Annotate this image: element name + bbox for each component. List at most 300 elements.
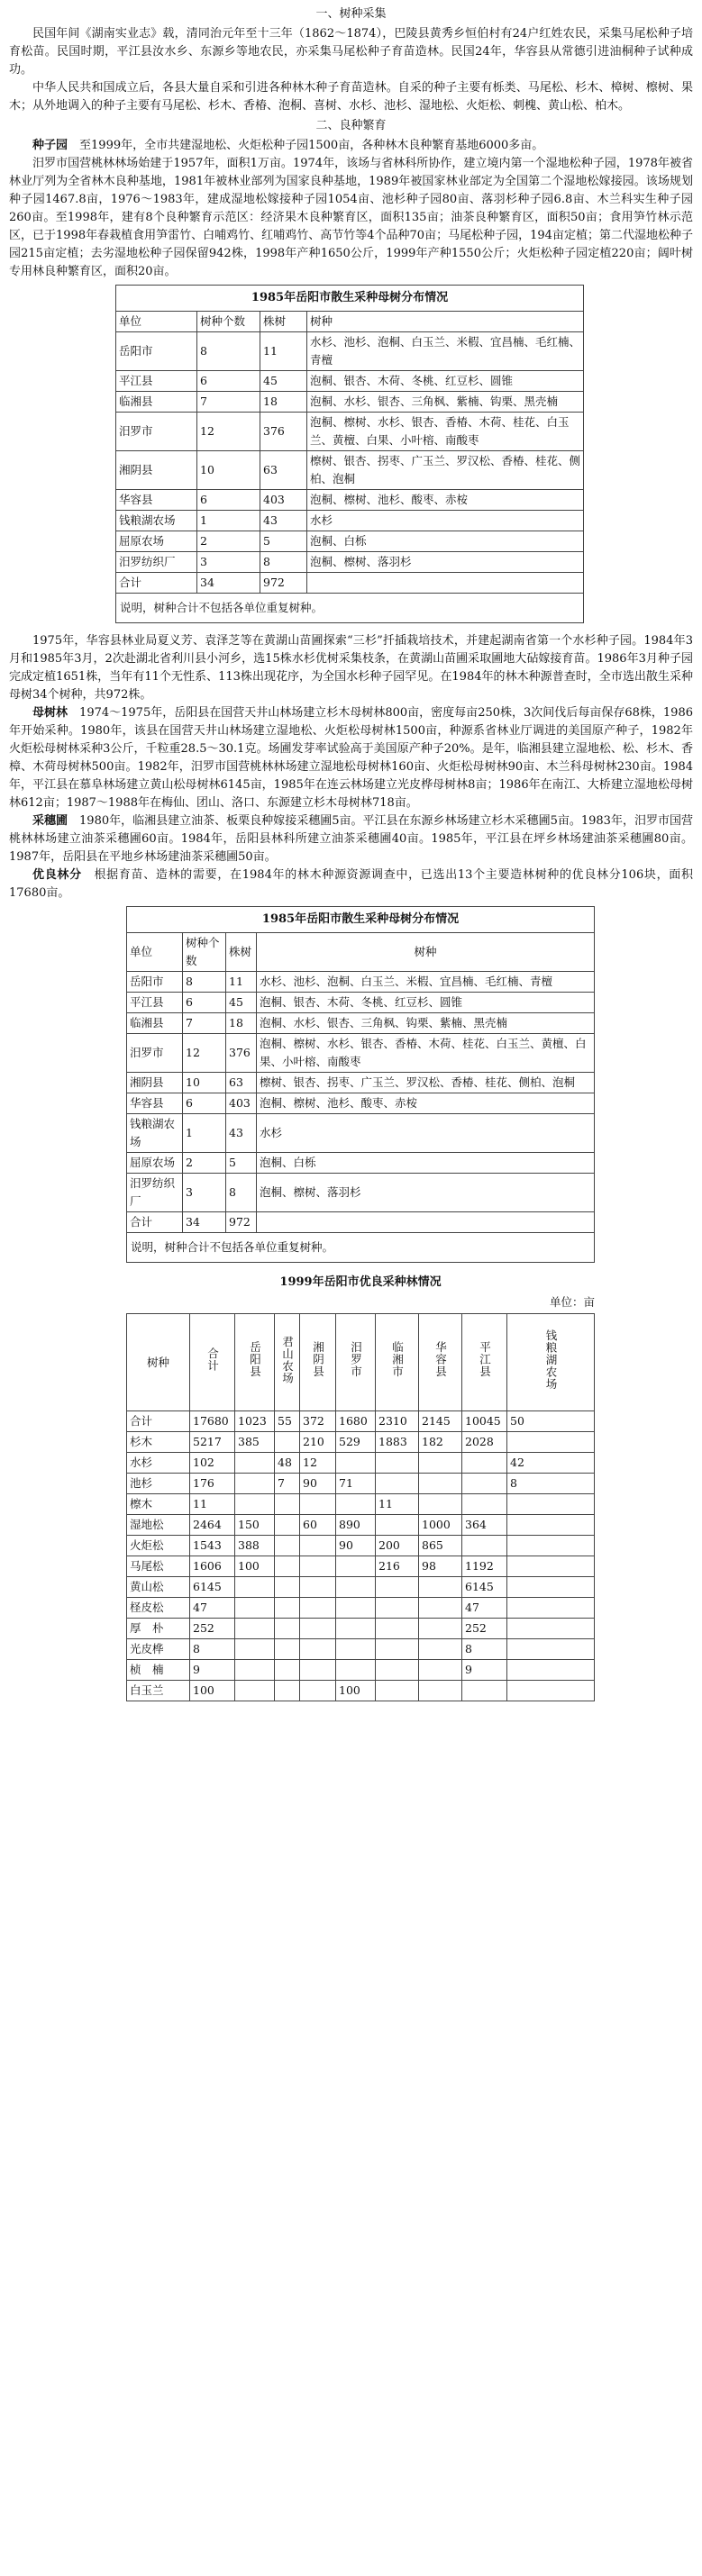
table-cell: 6 (183, 993, 226, 1013)
table-cell: 泡桐、檫树、池杉、酸枣、赤桉 (257, 1093, 595, 1114)
table-cell (235, 1453, 275, 1474)
column-header-text: 华容县 (433, 1341, 448, 1378)
table-row (127, 993, 595, 1013)
table-cell: 890 (336, 1515, 376, 1536)
table-row (127, 1212, 595, 1233)
table-cell: 泡桐、檫树、水杉、银杏、香椿、木荷、桂花、白玉兰、黄檀、白果、小叶榕、南酸枣 (257, 1034, 595, 1073)
table-cell (300, 1494, 336, 1515)
table-cell (507, 1660, 595, 1681)
table-cell: 2464 (190, 1515, 235, 1536)
table-cell (376, 1619, 419, 1639)
table-cell: 泡桐、水杉、银杏、三角枫、紫楠、钩栗、黑壳楠 (307, 392, 584, 413)
table-cell: 1680 (336, 1411, 376, 1432)
table-cell (336, 1660, 376, 1681)
table-cell (336, 1556, 376, 1577)
table-cell (376, 1577, 419, 1598)
table-cell: 8 (226, 1174, 257, 1212)
table-cell: 100 (336, 1681, 376, 1701)
table-cell (376, 1453, 419, 1474)
column-header-text: 岳阳县 (248, 1341, 262, 1378)
column-header-text: 树种 (146, 1355, 169, 1369)
table-cell: 403 (226, 1093, 257, 1114)
table-row (127, 1432, 595, 1453)
column-header: 株树 (226, 933, 257, 972)
table-cell: 60 (300, 1515, 336, 1536)
row-label-cell: 湘阴县 (116, 451, 197, 490)
table-cell: 12 (300, 1453, 336, 1474)
table-cell (336, 1639, 376, 1660)
table-note: 说明，树种合计不包括各单位重复树种。 (127, 1233, 595, 1263)
table-cell: 8 (507, 1474, 595, 1494)
row-label-cell: 临湘县 (116, 392, 197, 413)
row-label-cell: 池杉 (127, 1474, 190, 1494)
table-header-row (116, 312, 584, 332)
table-cell (507, 1577, 595, 1598)
table-cell (235, 1639, 275, 1660)
row-label-cell: 火炬松 (127, 1536, 190, 1556)
row-label-cell: 合计 (127, 1411, 190, 1432)
table-cell (419, 1639, 462, 1660)
row-label-cell: 桢 楠 (127, 1660, 190, 1681)
table-cell: 7 (197, 392, 260, 413)
column-header (300, 1314, 336, 1411)
table-cell (275, 1577, 300, 1598)
table-cell: 2 (183, 1153, 226, 1174)
table-cell: 18 (260, 392, 307, 413)
table-cell (275, 1681, 300, 1701)
table-cell: 3 (183, 1174, 226, 1212)
table-cell: 200 (376, 1536, 419, 1556)
table-cell (376, 1660, 419, 1681)
lead-term: 采穗圃 (32, 814, 68, 828)
table-cell: 泡桐、银杏、木荷、冬桃、红豆杉、圆锥 (307, 371, 584, 392)
table-cell: 529 (336, 1432, 376, 1453)
table-row (116, 451, 584, 490)
column-header: 单位 (116, 312, 197, 332)
table-cell (300, 1639, 336, 1660)
table-cell: 100 (190, 1681, 235, 1701)
table-unit: 单位：亩 (549, 1295, 595, 1309)
table-cell: 47 (190, 1598, 235, 1619)
table-cell (336, 1598, 376, 1619)
column-header: 树种 (307, 312, 584, 332)
row-label-cell: 屈原农场 (116, 531, 197, 552)
row-label-cell: 合计 (127, 1212, 183, 1233)
table-cell (235, 1474, 275, 1494)
table-cell: 403 (260, 490, 307, 511)
table-cell (507, 1432, 595, 1453)
table-cell (419, 1474, 462, 1494)
table-cell: 泡桐、檫树、水杉、银杏、香椿、木荷、桂花、白玉兰、黄檀、白果、小叶榕、南酸枣 (307, 413, 584, 451)
row-label-cell: 平江县 (116, 371, 197, 392)
table-cell (275, 1432, 300, 1453)
table-cell: 泡桐、檫树、落羽杉 (257, 1174, 595, 1212)
table-cell (336, 1494, 376, 1515)
row-label-cell: 檫木 (127, 1494, 190, 1515)
row-label-cell: 马尾松 (127, 1556, 190, 1577)
table-cell: 6145 (462, 1577, 507, 1598)
row-label-cell: 汨罗市 (116, 413, 197, 451)
table-cell (275, 1515, 300, 1536)
table-cell: 泡桐、檫树、池杉、酸枣、赤桉 (307, 490, 584, 511)
column-header: 树种 (257, 933, 595, 972)
table-cell: 1543 (190, 1536, 235, 1556)
table-cell: 2145 (419, 1411, 462, 1432)
table-cell: 48 (275, 1453, 300, 1474)
table-cell: 98 (419, 1556, 462, 1577)
table-cell (376, 1474, 419, 1494)
table-cell (336, 1619, 376, 1639)
table-cell: 47 (462, 1598, 507, 1619)
table-cell (376, 1515, 419, 1536)
table-cell: 1 (183, 1114, 226, 1153)
section-title-breeding: 二、良种繁育 (315, 119, 387, 132)
table-cell: 972 (260, 573, 307, 594)
table-row (127, 1639, 595, 1660)
table-row (127, 1556, 595, 1577)
table-mother-tree-distribution-1 (115, 285, 584, 623)
table-cell (507, 1639, 595, 1660)
table-cell: 5 (260, 531, 307, 552)
row-label-cell: 光皮桦 (127, 1639, 190, 1660)
lead-term: 母树林 (32, 706, 68, 720)
table-row (116, 371, 584, 392)
table-cell: 8 (260, 552, 307, 573)
table-cell: 12 (183, 1034, 226, 1073)
table-cell: 10 (183, 1073, 226, 1093)
table-row (127, 1474, 595, 1494)
table-cell: 5217 (190, 1432, 235, 1453)
table-cell: 11 (190, 1494, 235, 1515)
column-header-text: 合计 (205, 1347, 220, 1372)
lead-term: 优良林分 (32, 868, 82, 882)
table-row (116, 573, 584, 594)
table-cell (275, 1619, 300, 1639)
table-cell (235, 1494, 275, 1515)
column-header (275, 1314, 300, 1411)
table-cell (336, 1577, 376, 1598)
table-cell: 泡桐、银杏、木荷、冬桃、红豆杉、圆锥 (257, 993, 595, 1013)
table-cell: 90 (336, 1536, 376, 1556)
row-label-cell: 华容县 (127, 1093, 183, 1114)
column-header (190, 1314, 235, 1411)
paragraph-text: 1974～1975年，岳阳县在国营天井山林场建立杉木母树林800亩，密度每亩250株，3次间伐后每亩保存68株，1986年开始采种。1980年，该县在国营天井山林场建立湿地松、火炬松母树林1500亩，种源系省林业厅调进的美国原产种子，1982年火炬松母树林采种3公斤，千粒重28.5～30.1克。场圃发芽率试验高于美国原产种子20%。是年，临湘县建立湿地松、松、杉木、香樟、木荷母树林500亩。1982年，汨罗市国营桃林林场建立湿地松母树林160亩、火炬松母树林90亩、木兰科母树林230亩。1984年，平江县在慕阜林场建立黄山松母树林6145亩，1985年在连云林场建立光皮桦母树林8亩；1986年在南江、大桥建立湿地松母树林612亩；1987～1988年在梅仙、团山、洛口、东源建立杉木母树林718亩。 (9, 706, 693, 810)
table-cell: 388 (235, 1536, 275, 1556)
table-cell (235, 1619, 275, 1639)
table-cell: 376 (260, 413, 307, 451)
table-cell (300, 1577, 336, 1598)
table-cell: 376 (226, 1034, 257, 1073)
table-cell (275, 1494, 300, 1515)
table-cell: 3 (197, 552, 260, 573)
table-cell: 8 (190, 1639, 235, 1660)
table-superior-stands (126, 1313, 595, 1701)
table-cell (419, 1598, 462, 1619)
table-cell: 102 (190, 1453, 235, 1474)
column-header-text: 钱粮湖农场 (544, 1329, 558, 1391)
table-cell: 8 (462, 1639, 507, 1660)
column-header-text: 君山农场 (280, 1335, 295, 1384)
table-row (127, 1536, 595, 1556)
table-row (116, 531, 584, 552)
table-row (127, 1453, 595, 1474)
table-cell (419, 1494, 462, 1515)
paragraph-text: 1980年，临湘县建立油茶、板栗良种嫁接采穗圃5亩。平江县在东源乡林场建立杉木采穗圃5亩。1983年，汨罗市国营桃林林场建立油茶采穗圃60亩。1984年，岳阳县林科所建立油茶采穗圃40亩。1985年，平江县在坪乡林场建油茶采穗圃80亩。1987年，岳阳县在平地乡林场建油茶采穗圃50亩。 (9, 814, 693, 864)
table-cell: 檫树、银杏、拐枣、广玉兰、罗汉松、香椿、桂花、侧柏、泡桐 (257, 1073, 595, 1093)
table-cell (462, 1494, 507, 1515)
table-header-row (127, 1314, 595, 1411)
table-cell (507, 1681, 595, 1701)
table-cell (507, 1556, 595, 1577)
column-header (376, 1314, 419, 1411)
table-cell: 100 (235, 1556, 275, 1577)
table-cell: 8 (197, 332, 260, 371)
table-cell (235, 1598, 275, 1619)
table-cell (507, 1619, 595, 1639)
paragraph-superior-stand (9, 866, 693, 903)
table-cell (275, 1536, 300, 1556)
table-cell (376, 1639, 419, 1660)
table-cell (462, 1453, 507, 1474)
table-cell: 10 (197, 451, 260, 490)
row-label-cell: 钱粮湖农场 (127, 1114, 183, 1153)
table-row (127, 1515, 595, 1536)
column-header (336, 1314, 376, 1411)
table-cell (300, 1598, 336, 1619)
table-cell: 7 (183, 1013, 226, 1034)
table-cell: 檫树、银杏、拐枣、广玉兰、罗汉松、香椿、桂花、侧柏、泡桐 (307, 451, 584, 490)
table-cell: 18 (226, 1013, 257, 1034)
table-cell: 34 (197, 573, 260, 594)
table-cell: 43 (260, 511, 307, 531)
column-header (419, 1314, 462, 1411)
table-row (127, 1681, 595, 1701)
table-cell (307, 573, 584, 594)
table-cell: 2 (197, 531, 260, 552)
table-cell: 1192 (462, 1556, 507, 1577)
table-cell (419, 1453, 462, 1474)
table-cell (507, 1536, 595, 1556)
table-row (127, 1153, 595, 1174)
row-label-cell: 厚 朴 (127, 1619, 190, 1639)
table-cell: 6145 (190, 1577, 235, 1598)
table-cell: 372 (300, 1411, 336, 1432)
table-row (116, 413, 584, 451)
row-label-cell: 汨罗纺织厂 (116, 552, 197, 573)
table-cell: 1 (197, 511, 260, 531)
table-row (116, 511, 584, 531)
column-header: 单位 (127, 933, 183, 972)
paragraph: 中华人民共和国成立后，各县大量自采和引进各种林木种子育苗造林。自采的种子主要有栎类、马尾松、杉木、樟树、檫树、果木；从外地调入的种子主要有马尾松、杉木、香椿、泡桐、喜树、水杉、池杉、湿地松、火炬松、刺槐、黄山松、柏木。 (9, 81, 693, 113)
table-row (127, 1411, 595, 1432)
table-cell (235, 1681, 275, 1701)
table-cell: 34 (183, 1212, 226, 1233)
table-cell: 1023 (235, 1411, 275, 1432)
table-cell (507, 1494, 595, 1515)
table-cell: 90 (300, 1474, 336, 1494)
row-label-cell: 水杉 (127, 1453, 190, 1474)
table-cell: 71 (336, 1474, 376, 1494)
row-label-cell: 合计 (116, 573, 197, 594)
table-cell: 水杉、池杉、泡桐、白玉兰、米椵、宜昌楠、毛红楠、青檀 (257, 972, 595, 993)
table-cell: 17680 (190, 1411, 235, 1432)
table-row (127, 1073, 595, 1093)
row-label-cell: 钱粮湖农场 (116, 511, 197, 531)
table-row (127, 1494, 595, 1515)
table-cell: 216 (376, 1556, 419, 1577)
table-cell: 182 (419, 1432, 462, 1453)
table-cell: 泡桐、檫树、落羽杉 (307, 552, 584, 573)
table-cell: 6 (197, 371, 260, 392)
table-row (127, 972, 595, 993)
table-cell (419, 1660, 462, 1681)
column-header: 树种个数 (183, 933, 226, 972)
table-cell (376, 1681, 419, 1701)
table-cell: 63 (226, 1073, 257, 1093)
paragraph: 民国年间《湖南实业志》载，清同治元年至十三年（1862～1874），巴陵县黄秀乡恒伯村有24户红姓农民，采集马尾松种子培育松苗。民国时期，平江县汝水乡、东源乡等地农民，亦采集马尾松种子育苗造林。民国24年，华容县从常德引进油桐种子试种成功。 (9, 27, 693, 77)
table-cell (336, 1453, 376, 1474)
table-cell: 泡桐、白栎 (307, 531, 584, 552)
row-label-cell: 华容县 (116, 490, 197, 511)
table-cell: 972 (226, 1212, 257, 1233)
table-cell: 43 (226, 1114, 257, 1153)
row-label-cell: 岳阳市 (116, 332, 197, 371)
table-cell (300, 1681, 336, 1701)
row-label-cell: 湘阴县 (127, 1073, 183, 1093)
paragraph-seed-orchard (9, 137, 693, 155)
table-cell: 6 (197, 490, 260, 511)
table-row (127, 1013, 595, 1034)
table-superior-stands-wrapper (126, 1272, 595, 1701)
paragraph-mother-forest (9, 704, 693, 812)
table-cell: 10045 (462, 1411, 507, 1432)
table-row (127, 1114, 595, 1153)
section-title-seed-collection: 一、树种采集 (315, 7, 387, 21)
table-caption: 1985年岳阳市散生采种母树分布情况 (126, 906, 595, 932)
table-cell (275, 1639, 300, 1660)
column-header-text: 湘阴县 (311, 1341, 325, 1378)
column-header-text: 平江县 (478, 1341, 492, 1378)
table-cell: 2310 (376, 1411, 419, 1432)
table-cell: 11 (376, 1494, 419, 1515)
paragraph-text: 至1999年，全市共建湿地松、火炬松种子园1500亩，各种林木良种繁育基地6000多亩。 (79, 139, 544, 152)
table-cell: 45 (260, 371, 307, 392)
table-cell (300, 1556, 336, 1577)
table-header-row (127, 933, 595, 972)
row-label-cell: 汨罗纺织厂 (127, 1174, 183, 1212)
table-cell (419, 1577, 462, 1598)
table-cell (462, 1536, 507, 1556)
column-header (507, 1314, 595, 1411)
table-cell: 176 (190, 1474, 235, 1494)
table-cell (235, 1577, 275, 1598)
table-cell: 42 (507, 1453, 595, 1474)
table-cell: 252 (462, 1619, 507, 1639)
table-title: 1999年岳阳市优良采种林情况 (279, 1275, 442, 1289)
column-header (462, 1314, 507, 1411)
table-cell: 252 (190, 1619, 235, 1639)
table-cell: 泡桐、白栎 (257, 1153, 595, 1174)
table-cell: 55 (275, 1411, 300, 1432)
column-header: 株树 (260, 312, 307, 332)
table-cell (462, 1681, 507, 1701)
table-cell (507, 1598, 595, 1619)
table-cell: 8 (183, 972, 226, 993)
row-label-cell: 白玉兰 (127, 1681, 190, 1701)
row-label-cell: 湿地松 (127, 1515, 190, 1536)
table-cell (419, 1681, 462, 1701)
column-header (235, 1314, 275, 1411)
table-cell: 5 (226, 1153, 257, 1174)
table-cell: 1883 (376, 1432, 419, 1453)
table-cell: 11 (226, 972, 257, 993)
column-header-text: 汨罗市 (349, 1341, 363, 1378)
table-note: 说明，树种合计不包括各单位重复树种。 (116, 594, 584, 623)
table-cell (275, 1660, 300, 1681)
table-cell: 12 (197, 413, 260, 451)
table-cell: 9 (190, 1660, 235, 1681)
paragraph-text: 根据育苗、造林的需要，在1984年的林木种源资源调查中，已选出13个主要造林树种的优良林分106块，面积17680亩。 (9, 868, 693, 900)
paragraph: 汨罗市国营桃林林场始建于1957年，面积1万亩。1974年，该场与省林科所协作，建立境内第一个湿地松种子园，1978年被省林业厅列为全省林木良种基地，1981年被林业部列为国家良种基地，1989年被国家林业部定为全国第二个湿地松嫁接园。该场规划种子园1467.8亩，1976～1983年，建成湿地松嫁接种子园1054亩、池杉种子园80亩、落羽杉种子园6.8亩、木兰科实生种子园260亩。至1998年，建有8个良种繁育示范区：经济果木良种繁育区，面积135亩；油茶良种繁育区，面积50亩；食用笋竹林示范区，已于1998年春栽植食用笋雷竹、白哺鸡竹、红哺鸡竹、高节竹等4个品种70亩；马尾松种子园，194亩定植；第二代湿地松种子园215亩定植；去劣湿地松种子园保留942株，1998年产种1650公斤，1999年产种1550公斤；火炬松种子园定植220亩；阔叶树专用林良种繁育区，面积20亩。 (9, 157, 693, 278)
table-mother-tree-distribution-2 (126, 906, 595, 1263)
table-cell: 水杉 (307, 511, 584, 531)
table-cell (462, 1474, 507, 1494)
paragraph-scion-nursery (9, 812, 693, 866)
column-header (127, 1314, 190, 1411)
table-cell: 385 (235, 1432, 275, 1453)
table-row (127, 1174, 595, 1212)
table-row (127, 1577, 595, 1598)
table-cell: 50 (507, 1411, 595, 1432)
row-label-cell: 杉木 (127, 1432, 190, 1453)
row-label-cell: 柽皮松 (127, 1598, 190, 1619)
row-label-cell: 临湘县 (127, 1013, 183, 1034)
table-cell (376, 1598, 419, 1619)
table-cell (257, 1212, 595, 1233)
table-cell: 45 (226, 993, 257, 1013)
table-row (127, 1034, 595, 1073)
row-label-cell: 平江县 (127, 993, 183, 1013)
row-label-cell: 黄山松 (127, 1577, 190, 1598)
table-cell: 210 (300, 1432, 336, 1453)
row-label-cell: 汨罗市 (127, 1034, 183, 1073)
table-cell: 1606 (190, 1556, 235, 1577)
table-cell (300, 1660, 336, 1681)
table-row (116, 490, 584, 511)
table-cell (235, 1660, 275, 1681)
table-row (127, 1093, 595, 1114)
column-header-text: 临湘市 (390, 1341, 405, 1378)
table-row (127, 1619, 595, 1639)
table-cell: 水杉 (257, 1114, 595, 1153)
lead-term: 种子园 (32, 139, 68, 152)
table-row (116, 392, 584, 413)
table-cell: 1000 (419, 1515, 462, 1536)
table-cell (419, 1619, 462, 1639)
table-caption: 1985年岳阳市散生采种母树分布情况 (115, 285, 584, 311)
table-cell: 2028 (462, 1432, 507, 1453)
table-cell: 9 (462, 1660, 507, 1681)
table-cell: 水杉、池杉、泡桐、白玉兰、米椵、宜昌楠、毛红楠、青檀 (307, 332, 584, 371)
table-cell: 63 (260, 451, 307, 490)
table-cell (275, 1598, 300, 1619)
table-cell: 泡桐、水杉、银杏、三角枫、钩栗、紫楠、黑壳楠 (257, 1013, 595, 1034)
table-cell (275, 1556, 300, 1577)
table-cell (300, 1536, 336, 1556)
table-row (127, 1660, 595, 1681)
table-cell: 6 (183, 1093, 226, 1114)
table-cell: 11 (260, 332, 307, 371)
